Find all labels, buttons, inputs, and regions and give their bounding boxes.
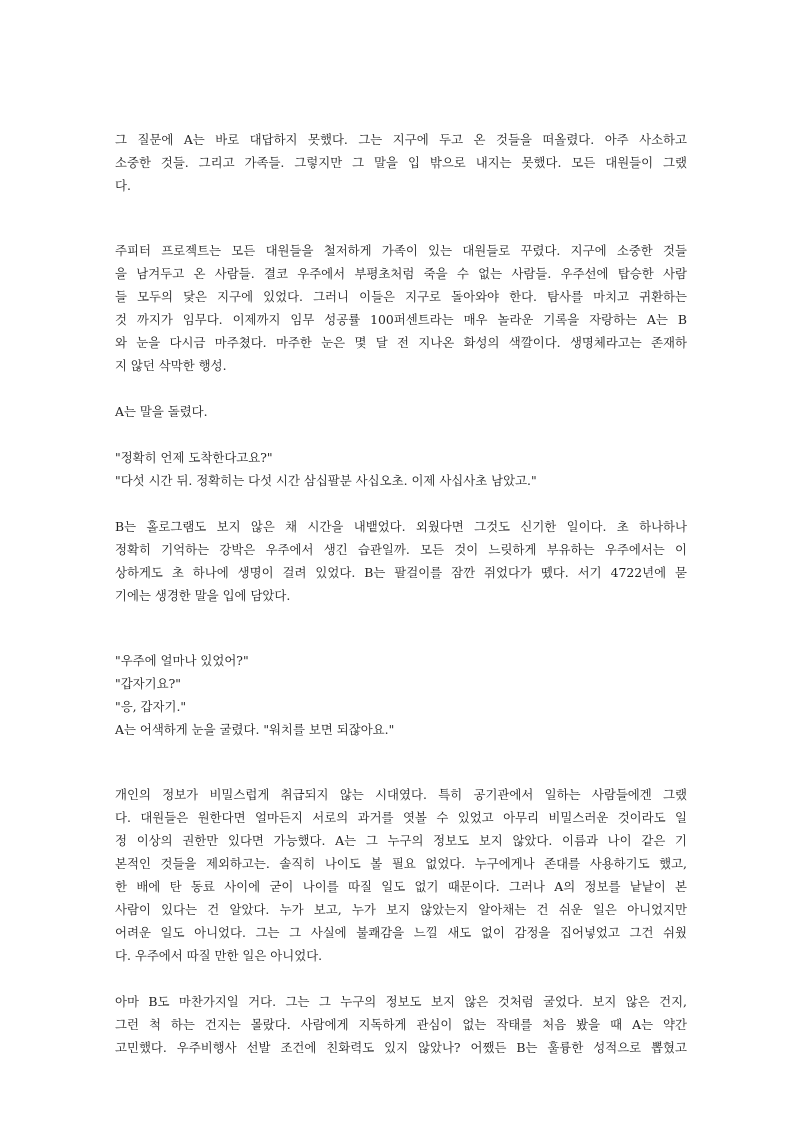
text-line: 기에는 생경한 말을 입에 담았다. — [115, 588, 291, 603]
text-line: "우주에 얼마나 있었어?" — [115, 653, 249, 668]
text-line: 주피터 프로젝트는 모든 대원들을 철저하게 가족이 있는 대원들로 꾸렸다. 지구에 소중한 것들 — [115, 243, 687, 258]
text-line: 그런 척 하는 건지는 몰랐다. 사람에게 지독하게 관심이 없는 작태를 처음 봤을 때 A는 약간 — [115, 1017, 687, 1032]
text-line: 다. 우주에서 따질 만한 일은 아니었다. — [115, 948, 323, 963]
paragraph-spacer — [115, 967, 687, 990]
document-body — [115, 128, 687, 1059]
text-line: A는 어색하게 눈을 굴렸다. "워치를 보면 되잖아요." — [115, 722, 395, 737]
text-line: "정확히 언제 도착한다고요?" — [115, 450, 273, 465]
paragraph-spacer — [115, 197, 687, 239]
text-line: 정확히 기억하는 강박은 우주에서 생긴 습관일까. 모든 것이 느릿하게 부유하는 우주에서는 이 — [115, 542, 687, 557]
paragraph-4 — [115, 446, 687, 492]
text-line: "다섯 시간 뒤. 정확히는 다섯 시간 삼십팔분 사십오초. 이제 사십사초 남았고." — [115, 473, 537, 488]
paragraph-spacer — [115, 423, 687, 446]
paragraph-6 — [115, 649, 687, 741]
paragraph-1 — [115, 128, 687, 197]
text-line: 다. — [115, 178, 131, 193]
text-line: A는 말을 돌렸다. — [115, 404, 208, 419]
text-line: 개인의 정보가 비밀스럽게 취급되지 않는 시대였다. 특히 공기관에서 일하는 사람들에겐 그랬 — [115, 787, 687, 802]
text-line: 지 않던 삭막한 행성. — [115, 358, 227, 373]
text-line: 상하게도 초 하나에 생명이 걸려 있었다. B는 팔걸이를 잠깐 쥐었다가 뗐다. 서기 4722년에 묻 — [115, 565, 687, 580]
text-line: 그 질문에 A는 바로 대답하지 못했다. 그는 지구에 두고 온 것들을 떠올렸다. 아주 사소하고 — [115, 132, 687, 147]
text-line: B는 홀로그램도 보지 않은 채 시간을 내뱉었다. 외웠다면 그것도 신기한 일이다. 초 하나하나 — [115, 519, 687, 534]
text-line: 와 눈을 다시금 마주쳤다. 마주한 눈은 몇 달 전 지나온 화성의 색깔이다. 생명체라고는 존재하 — [115, 335, 687, 350]
paragraph-spacer — [115, 607, 687, 649]
text-line: 것 까지가 임무다. 이제까지 임무 성공률 100퍼센트라는 매우 놀라운 기록을 자랑하는 A는 B — [115, 312, 687, 327]
text-line: 아마 B도 마찬가지일 거다. 그는 그 누구의 정보도 보지 않은 것처럼 굴었다. 보지 않은 건지, — [115, 994, 687, 1009]
paragraph-8 — [115, 990, 687, 1059]
text-line: "응, 갑자기." — [115, 699, 187, 714]
text-line: 을 남겨두고 온 사람들. 결코 우주에서 부평초처럼 죽을 수 없는 사람들. 우주선에 탑승한 사람 — [115, 266, 687, 281]
text-line: 고민했다. 우주비행사 선발 조건에 친화력도 있지 않았나? 어쨌든 B는 훌륭한 성적으로 뽑혔고 — [115, 1040, 687, 1055]
text-line: 한 배에 탄 동료 사이에 굳이 나이를 따질 일도 없기 때문이다. 그러나 A의 정보를 낱낱이 본 — [115, 879, 687, 894]
text-line: 어려운 일도 아니었다. 그는 그 사실에 불쾌감을 느낄 새도 없이 감정을 집어넣었고 그건 쉬웠 — [115, 925, 687, 940]
paragraph-spacer — [115, 492, 687, 515]
paragraph-spacer — [115, 741, 687, 783]
text-line: 정 이상의 권한만 있다면 가능했다. A는 그 누구의 정보도 보지 않았다. 이름과 나이 같은 기 — [115, 833, 687, 848]
text-line: 소중한 것들. 그리고 가족들. 그렇지만 그 말을 입 밖으로 내지는 못했다. 모든 대원들이 그랬 — [115, 155, 687, 170]
paragraph-2 — [115, 239, 687, 377]
paragraph-spacer — [115, 377, 687, 400]
text-line: 사람이 있다는 건 알았다. 누가 보고, 누가 보지 않았는지 알아채는 건 쉬운 일은 아니었지만 — [115, 902, 687, 917]
text-line: 다. 대원들은 원한다면 얼마든지 서로의 과거를 엿볼 수 있었고 아무리 비밀스러운 것이라도 일 — [115, 810, 687, 825]
text-line: "갑자기요?" — [115, 676, 181, 691]
text-line: 본적인 것들을 제외하고는. 솔직히 나이도 볼 필요 없었다. 누구에게나 존대를 사용하기도 했고, — [115, 856, 687, 871]
paragraph-3 — [115, 400, 687, 423]
text-line: 들 모두의 닻은 지구에 있었다. 그러니 이들은 지구로 돌아와야 한다. 탐사를 마치고 귀환하는 — [115, 289, 687, 304]
paragraph-5 — [115, 515, 687, 607]
paragraph-7 — [115, 783, 687, 967]
